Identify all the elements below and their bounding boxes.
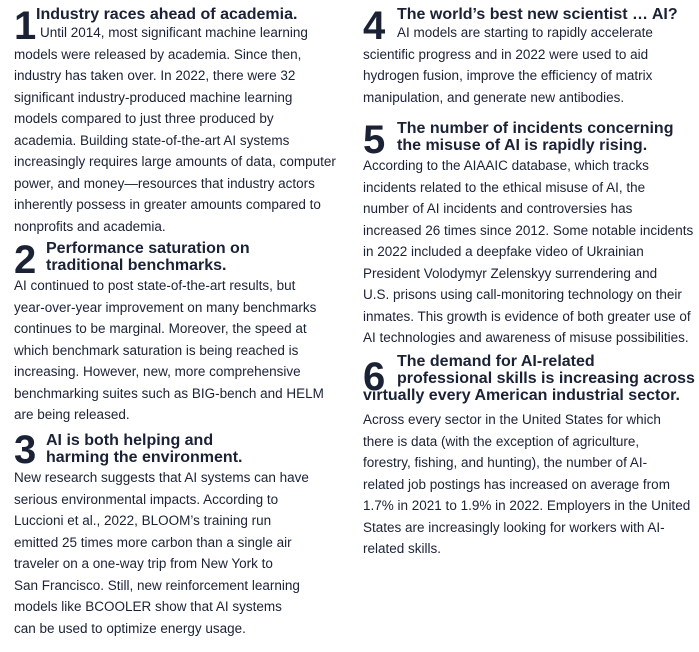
item-3-body-line: serious environmental impacts. According to: [14, 491, 279, 507]
item-6-body-line: related skills.: [363, 541, 442, 556]
item-1-body-line: models were released by academia. Since then,: [14, 46, 302, 62]
item-6-body-line: States are increasingly looking for workers with AI-: [363, 519, 665, 535]
item-1: [14, 4, 344, 234]
item-1-body: [14, 22, 336, 237]
item-6-title-line: The demand for AI-related: [397, 353, 595, 370]
item-3-body-line: emitted 25 times more carbon than a single air: [14, 534, 292, 550]
item-3-number: 3: [14, 428, 37, 472]
item-4-body-line: hydrogen fusion, improve the efficiency of matrix: [363, 68, 653, 83]
item-5-body-line: number of AI incidents and controversies has: [363, 201, 633, 216]
item-1-body-line: models compared to just three produced by: [14, 111, 274, 126]
item-3-body-line: can be used to optimize energy usage.: [14, 620, 246, 636]
item-5-body: [363, 155, 693, 349]
item-5-title-line: The number of incidents concerning: [397, 120, 674, 137]
item-6-body-line: there is data (with the exception of agriculture,: [363, 433, 640, 449]
item-1-body-line: industry has taken over. In 2022, there were 32: [14, 68, 296, 83]
item-6: [363, 353, 695, 563]
item-6-body-line: 1.7% in 2021 to 1.9% in 2022. Employers in the United: [363, 498, 691, 513]
item-4-body-line: manipulation, and generate new antibodies.: [363, 89, 625, 105]
item-5-title: [397, 120, 673, 154]
item-2-body-line: increasing. However, new, more comprehensive: [14, 364, 301, 379]
item-6-title: [363, 353, 695, 404]
item-1-number: 1: [14, 4, 37, 48]
item-3: [14, 430, 344, 640]
item-4-body-line: AI models are starting to rapidly accelerate: [397, 25, 653, 40]
item-2-body-line: which benchmark saturation is being reached is: [14, 342, 299, 358]
item-2-body-line: continues to be marginal. Moreover, the speed at: [14, 321, 307, 336]
item-1-title: [36, 6, 297, 23]
item-3-body-line: traveler on a one-way trip from New York to: [14, 556, 273, 571]
item-2-number: 2: [14, 238, 37, 282]
item-2-body: [14, 275, 324, 426]
item-5-body-line: U.S. prisons using call-monitoring technology on their: [363, 287, 682, 302]
item-5-title-line: the misuse of AI is rapidly rising.: [397, 137, 648, 154]
item-2-body-line: year-over-year improvement on many benchmarks: [14, 299, 317, 315]
item-1-body-line: Until 2014, most significant machine learning: [40, 25, 308, 40]
item-3-body-line: New research suggests that AI systems can have: [14, 470, 309, 485]
item-3-body: [14, 467, 309, 639]
item-5: [363, 118, 695, 345]
item-6-body: [363, 409, 690, 560]
item-5-body-line: in 2022 included a deepfake video of Ukrainian: [363, 244, 644, 259]
item-6-title-line: professional skills is increasing across: [397, 370, 695, 387]
item-6-body-line: Across every sector in the United States for which: [363, 412, 661, 427]
item-6-body-line: related job postings has increased on average from: [363, 476, 670, 492]
item-1-title-line: Industry races ahead of academia.: [36, 6, 298, 23]
item-1-body-line: increasingly requires large amounts of data, computer: [14, 154, 336, 169]
item-4-body: [363, 22, 653, 108]
item-5-body-line: inmates. This growth is evidence of both greater use of: [363, 308, 691, 324]
item-5-body-line: According to the AIAAIC database, which tracks: [363, 158, 649, 173]
item-4-title-line: The world’s best new scientist … AI?: [397, 6, 678, 23]
item-1-body-line: nonprofits and academia.: [14, 218, 166, 234]
item-1-body-line: inherently possess in greater amounts compared to: [14, 197, 321, 212]
item-2-title: [46, 240, 250, 274]
item-2-body-line: are being released.: [14, 407, 130, 422]
item-6-body-line: forestry, fishing, and hunting), the number of AI-: [363, 455, 648, 470]
item-3-title-line: AI is both helping and: [46, 432, 214, 449]
item-2: [14, 238, 344, 422]
item-5-body-line: President Volodymyr Zelenskyy surrendering and: [363, 265, 658, 281]
item-4-title: [397, 6, 678, 23]
item-4: [363, 6, 695, 106]
item-4-body-line: scientific progress and in 2022 were used to aid: [363, 46, 649, 62]
item-3-body-line: San Francisco. Still, new reinforcement learning: [14, 577, 300, 593]
item-5-body-line: AI technologies and awareness of misuse possibilities.: [363, 330, 689, 345]
item-3-title-line: harming the environment.: [46, 449, 243, 466]
item-2-body-line: benchmarking suites such as BIG-bench and HELM: [14, 385, 324, 401]
item-5-number: 5: [363, 118, 386, 162]
item-4-number: 4: [363, 4, 386, 48]
item-2-body-line: AI continued to post state-of-the-art results, but: [14, 278, 296, 293]
item-6-number: 6: [363, 355, 386, 399]
item-1-body-line: power, and money—resources that industry actors: [14, 175, 315, 191]
item-2-title-line: Performance saturation on: [46, 240, 250, 257]
item-3-title: [46, 432, 242, 466]
item-2-title-line: traditional benchmarks.: [46, 257, 227, 274]
item-5-body-line: increased 26 times since 2012. Some notable incidents: [363, 222, 694, 238]
item-3-body-line: Luccioni et al., 2022, BLOOM’s training run: [14, 513, 272, 528]
item-3-body-line: models like BCOOLER show that AI systems: [14, 599, 282, 614]
item-1-body-line: significant industry-produced machine learning: [14, 89, 293, 105]
item-5-body-line: incidents related to the ethical misuse of AI, the: [363, 179, 646, 195]
item-1-body-line: academia. Building state-of-the-art AI systems: [14, 132, 290, 148]
item-6-title-line: virtually every American industrial sector.: [363, 387, 680, 404]
